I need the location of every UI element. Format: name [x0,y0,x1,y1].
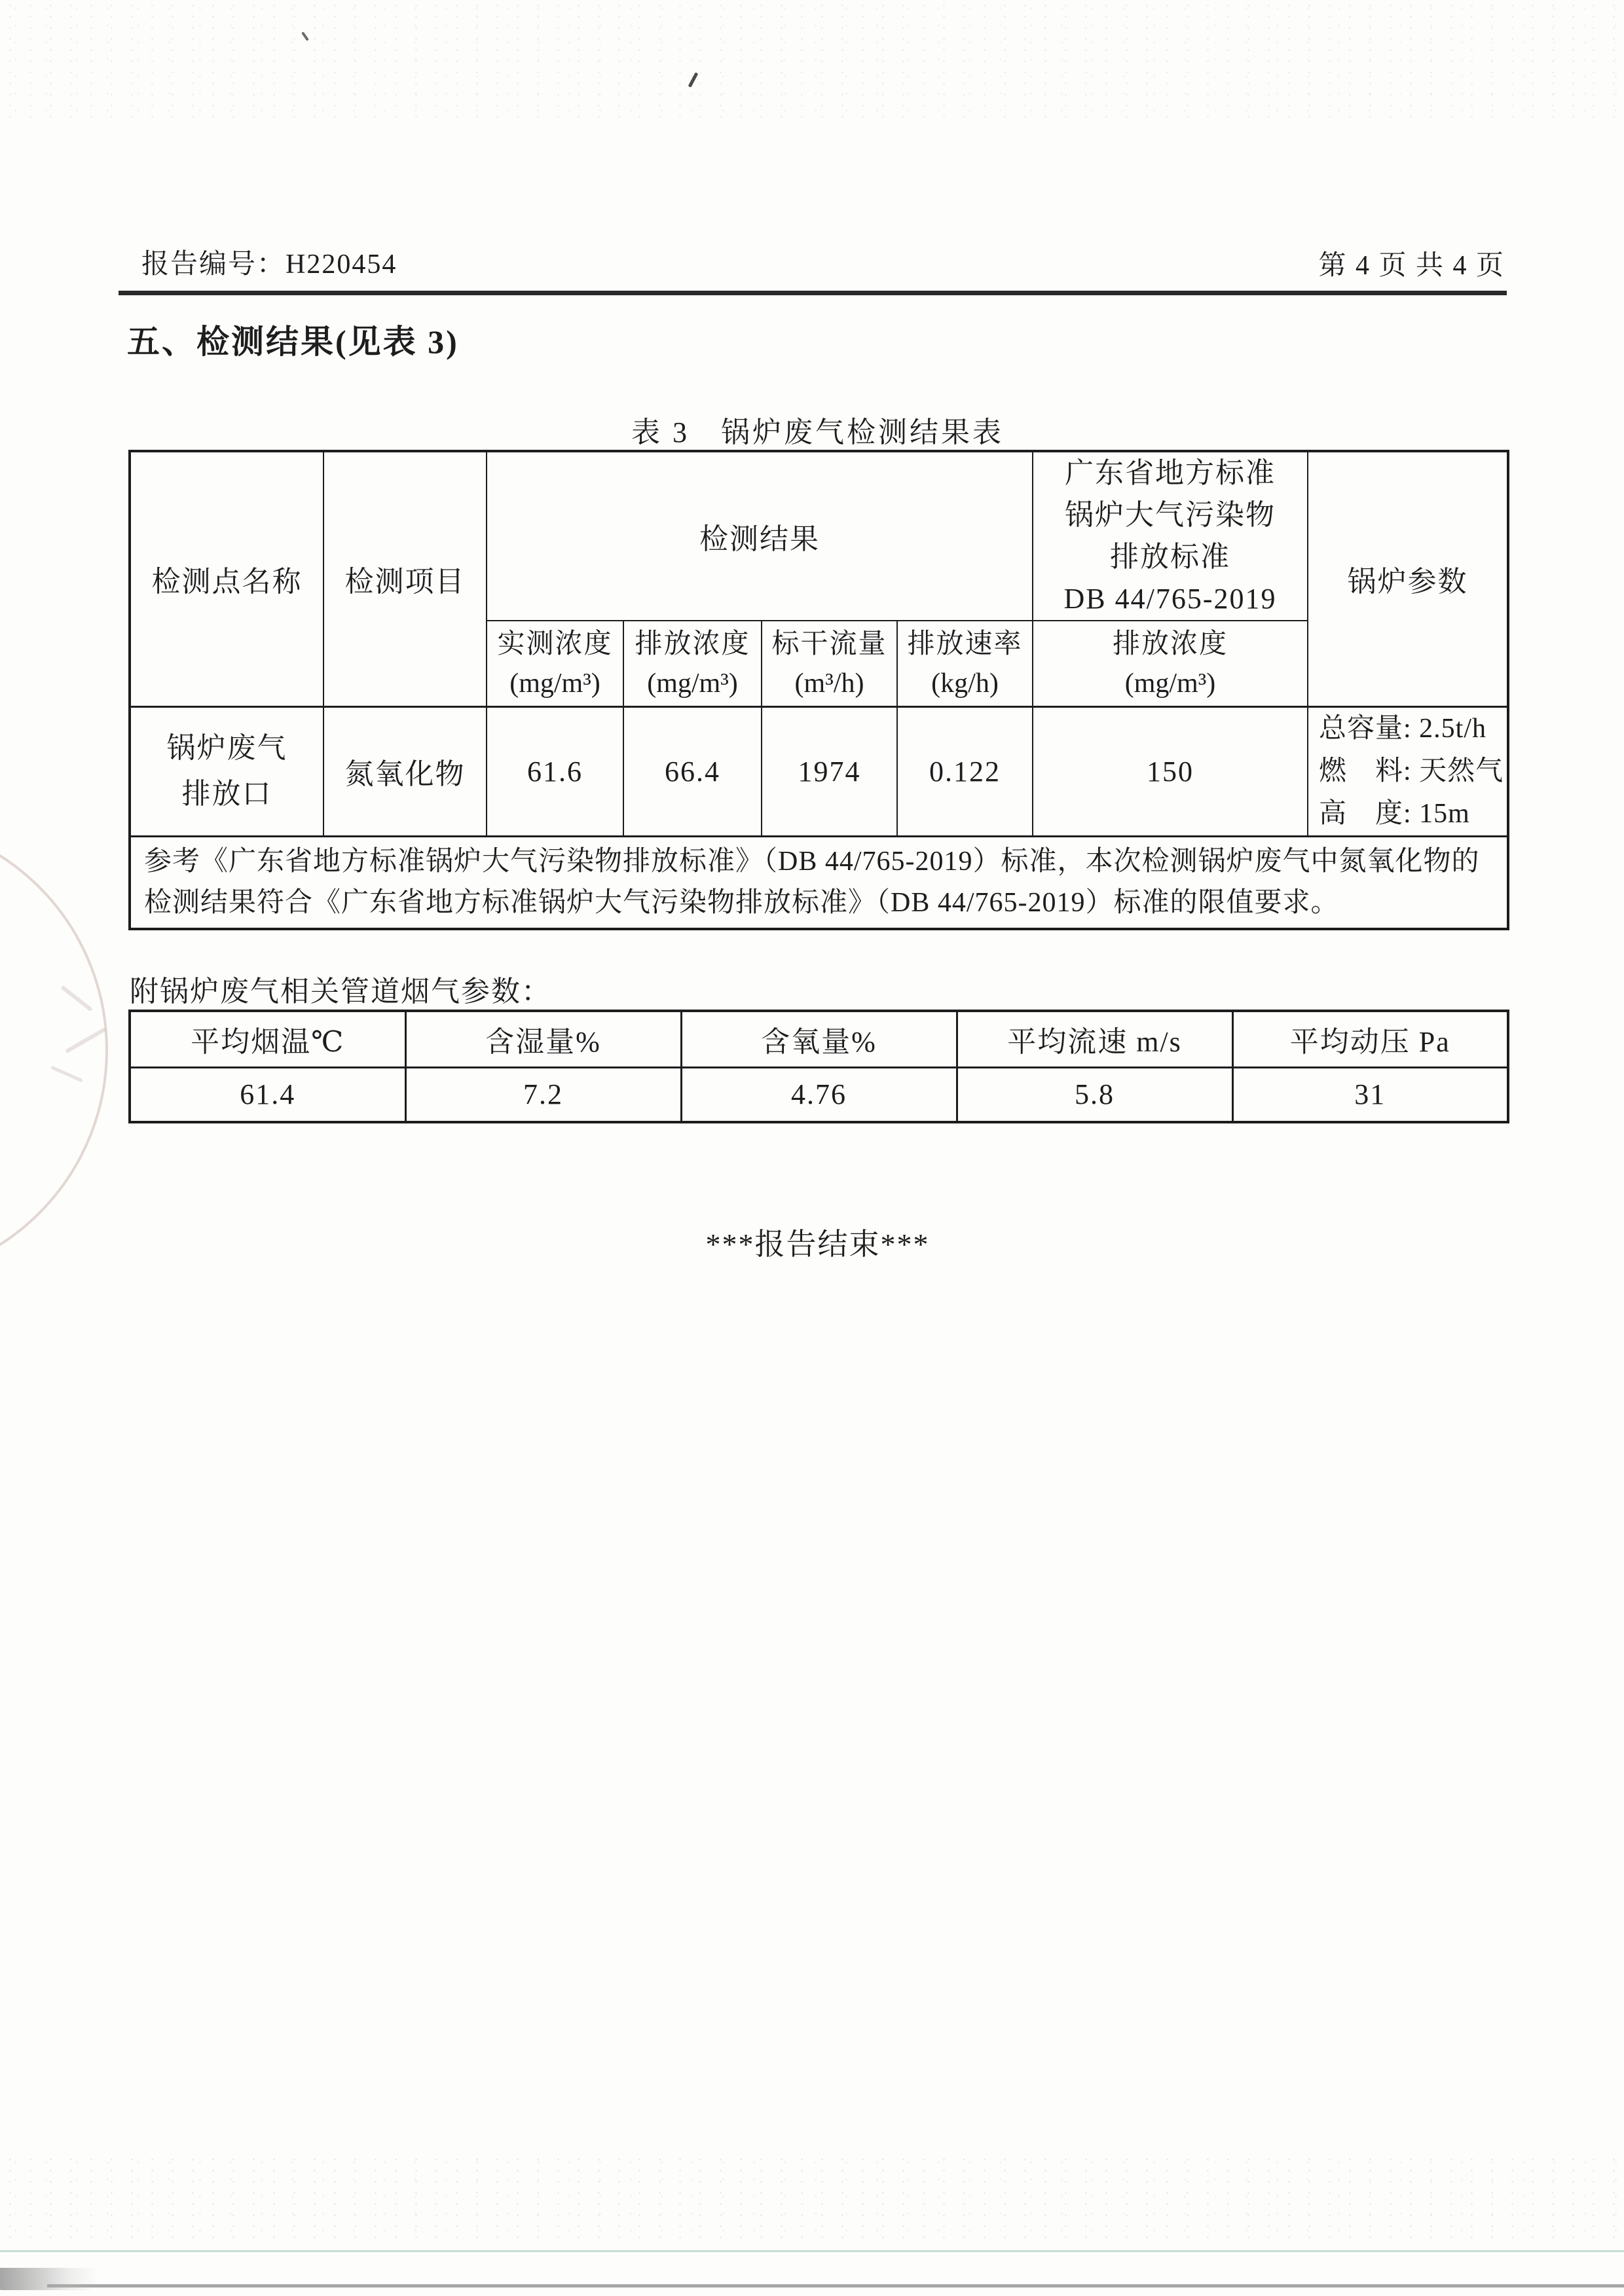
subheader-unit: (mg/m³) [647,668,738,699]
boiler-param-line: 燃 料: 天然气 [1319,756,1504,786]
standard-line: DB 44/765-2019 [1063,583,1277,615]
th-dry-flow [762,621,897,706]
cell-limit-value: 150 [1033,706,1308,836]
standard-line: 锅炉大气污染物 [1065,499,1276,531]
th-emission-concentration [623,621,762,706]
standard-line: 广东省地方标准 [1065,457,1276,489]
point-name-line: 锅炉废气 [166,732,287,764]
boiler-param-line: 高 度: 15m [1319,798,1470,829]
cell-moisture: 7.2 [405,1067,681,1122]
subheader-name: 排放浓度 [1112,629,1228,660]
th-avg-temp: 平均烟温℃ [130,1011,405,1067]
cell-avg-temp: 61.4 [130,1067,405,1122]
th-emission-rate [897,621,1033,706]
note-line: 检测结果符合《广东省地方标准锅炉大气污染物排放标准》（DB 44/765-2019）标准的限值要求。 [144,887,1339,918]
scanner-edge-line [47,2284,1624,2287]
note-line: 参考《广东省地方标准锅炉大气污染物排放标准》（DB 44/765-2019）标准，本次检测锅炉废气中氮氧化物的 [144,846,1480,877]
th-results-group: 检测结果 [487,451,1033,621]
report-end-marker: ***报告结束*** [705,1228,930,1261]
th-oxygen: 含氧量% [681,1011,957,1067]
flue-value-row [130,1067,1508,1122]
subheader-unit: (mg/m³) [1124,668,1216,699]
conclusion-note [130,836,1508,929]
flue-params-table [128,1010,1509,1123]
th-point-name: 检测点名称 [130,451,323,706]
cell-avg-dynamic-pressure: 31 [1232,1067,1508,1122]
report-number: 报告编号：H220454 [141,249,397,280]
section-title: 五、检测结果(见表 3) [127,323,459,360]
subheader-unit: (m³/h) [794,668,864,699]
th-avg-velocity: 平均流速 m/s [957,1011,1232,1067]
subheader-name: 实测浓度 [497,629,613,660]
cell-boiler-params [1308,706,1508,836]
boiler-param-line: 总容量: 2.5t/h [1319,713,1487,744]
subheader-unit: (mg/m³) [509,668,600,699]
subheader-unit: (kg/h) [931,668,999,699]
cell-oxygen: 4.76 [681,1067,957,1122]
point-name-line: 排放口 [181,778,272,810]
cell-emission-value: 66.4 [623,706,762,836]
cell-rate-value: 0.122 [897,706,1033,836]
th-boiler-params: 锅炉参数 [1308,451,1508,706]
th-standard-limit [1033,621,1308,706]
scanner-corner-shadow [0,2268,98,2290]
subheader-name: 排放浓度 [635,629,750,660]
ink-speck [301,31,309,41]
cell-avg-velocity: 5.8 [957,1067,1232,1122]
cell-point-name [130,706,323,836]
table-row [130,706,1508,836]
paper-noise-bottom [0,2154,1624,2246]
th-test-item: 检测项目 [323,451,487,706]
subheader-name: 标干流量 [771,629,887,660]
results-table [128,450,1509,930]
cell-measured-value: 61.6 [487,706,623,836]
flue-params-heading: 附锅炉废气相关管道烟气参数： [130,975,551,1008]
subheader-name: 排放速率 [907,629,1023,660]
ink-speck [688,72,699,88]
scanner-teal-line [0,2250,1624,2252]
th-measured-concentration [487,621,623,706]
th-moisture: 含湿量% [405,1011,681,1067]
th-avg-dynamic-pressure: 平均动压 Pa [1232,1011,1508,1067]
cell-test-item: 氮氧化物 [323,706,487,836]
faint-stamp-arc [0,818,108,1282]
paper-noise-top [0,0,1624,118]
flue-header-row [130,1011,1508,1067]
th-standard-group [1033,451,1308,621]
table3-caption: 表 3 锅炉废气检测结果表 [631,416,1004,448]
standard-line: 排放标准 [1110,541,1230,573]
cell-flow-value: 1974 [762,706,897,836]
page-indicator: 第 4 页 共 4 页 [1318,251,1505,281]
header-rule [119,291,1507,295]
